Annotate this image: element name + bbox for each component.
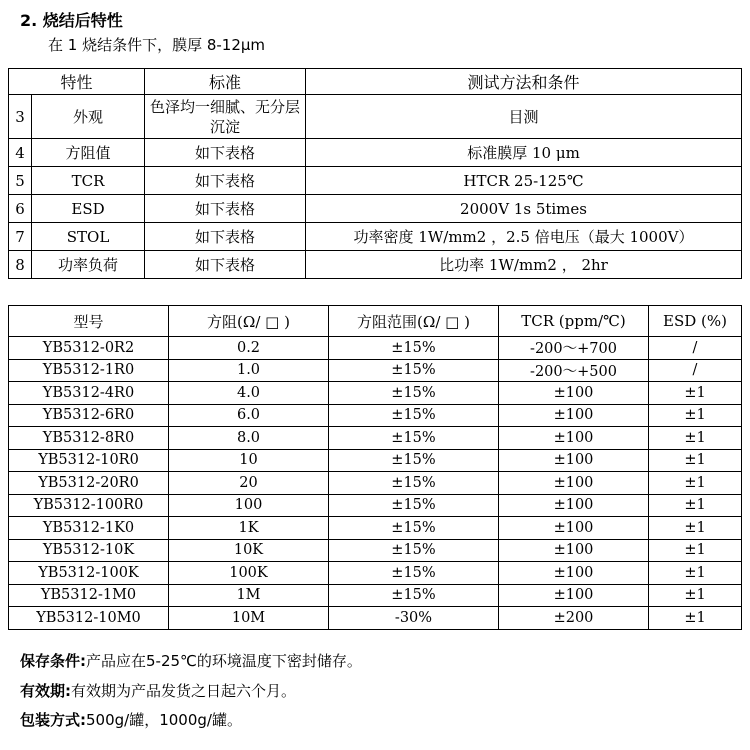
model-cell-resistance: 6.0 [169,404,329,427]
model-table-header [9,306,742,337]
model-cell-type: YB5312-100K [9,562,169,585]
model-cell-esd: ±1 [649,517,742,540]
spec-row-method: 2000V 1s 5times [306,195,742,223]
model-cell-esd: ±1 [649,539,742,562]
model-header-range: 方阻范围(Ω/ □ ) [329,306,499,337]
spec-header-item: 特性 [9,69,145,95]
model-cell-type: YB5312-1M0 [9,584,169,607]
storage-label: 保存条件: [20,652,86,670]
spec-table [8,68,742,279]
model-cell-esd: ±1 [649,562,742,585]
model-cell-resistance: 10 [169,449,329,472]
model-cell-range: ±15% [329,382,499,405]
model-cell-esd: ±1 [649,404,742,427]
section-subtitle: 在 1 烧结条件下，膜厚 8-12μm [48,36,266,54]
spec-row-item: ESD [32,195,145,223]
model-cell-tcr: ±100 [499,382,649,405]
spec-row-number: 4 [9,139,32,167]
spec-row-standard: 如下表格 [145,251,306,279]
package-text: 500g/罐，1000g/罐。 [86,711,242,729]
model-row [9,584,742,607]
model-row [9,427,742,450]
section-title: 2. 烧结后特性 [20,11,123,30]
model-cell-resistance: 1K [169,517,329,540]
model-cell-type: YB5312-4R0 [9,382,169,405]
model-cell-resistance: 8.0 [169,427,329,450]
model-row [9,359,742,382]
spec-header-standard: 标准 [145,69,306,95]
storage-note [20,650,362,671]
model-cell-type: YB5312-0R2 [9,337,169,360]
model-cell-type: YB5312-1R0 [9,359,169,382]
model-cell-resistance: 1.0 [169,359,329,382]
model-cell-tcr: ±100 [499,562,649,585]
spec-row-standard: 如下表格 [145,223,306,251]
spec-row [9,195,742,223]
spec-row-standard: 如下表格 [145,139,306,167]
model-row [9,539,742,562]
model-cell-range: ±15% [329,494,499,517]
spec-row [9,251,742,279]
spec-row-item: TCR [32,167,145,195]
model-header-type: 型号 [9,306,169,337]
model-row [9,517,742,540]
spec-row [9,223,742,251]
model-cell-esd: ±1 [649,449,742,472]
model-cell-resistance: 100 [169,494,329,517]
spec-row-method: 比功率 1W/mm2 ， 2hr [306,251,742,279]
spec-row-method: 目测 [306,95,742,139]
model-cell-resistance: 0.2 [169,337,329,360]
spec-row-standard: 如下表格 [145,195,306,223]
model-header-esd: ESD (%) [649,306,742,337]
model-cell-type: YB5312-10K [9,539,169,562]
model-cell-esd: ±1 [649,382,742,405]
spec-row-number: 5 [9,167,32,195]
model-cell-range: ±15% [329,359,499,382]
spec-row [9,139,742,167]
spec-row-number: 3 [9,95,32,139]
spec-row [9,95,742,139]
model-cell-esd: ±1 [649,494,742,517]
model-cell-tcr: ±100 [499,472,649,495]
spec-row-method: 功率密度 1W/mm2 ，2.5 倍电压（最大 1000V） [306,223,742,251]
model-cell-resistance: 100K [169,562,329,585]
model-cell-range: ±15% [329,449,499,472]
model-cell-type: YB5312-10M0 [9,607,169,630]
model-table [8,305,742,630]
storage-text: 产品应在5-25℃的环境温度下密封储存。 [86,652,362,670]
model-cell-tcr: -200～+700 [499,337,649,360]
model-cell-resistance: 10K [169,539,329,562]
spec-row-item: 外观 [32,95,145,139]
model-cell-range: ±15% [329,472,499,495]
model-cell-resistance: 20 [169,472,329,495]
model-cell-tcr: ±100 [499,517,649,540]
model-cell-esd: ±1 [649,427,742,450]
spec-row-item: 方阻值 [32,139,145,167]
spec-table-header [9,69,742,95]
model-header-tcr: TCR (ppm/℃) [499,306,649,337]
model-cell-type: YB5312-100R0 [9,494,169,517]
model-cell-tcr: -200～+500 [499,359,649,382]
model-row [9,382,742,405]
model-cell-resistance: 4.0 [169,382,329,405]
shelf-label: 有效期: [20,682,71,700]
model-cell-resistance: 1M [169,584,329,607]
model-cell-range: ±15% [329,539,499,562]
spec-row-number: 6 [9,195,32,223]
model-cell-esd: ±1 [649,584,742,607]
spec-row [9,167,742,195]
model-cell-type: YB5312-20R0 [9,472,169,495]
model-cell-tcr: ±100 [499,539,649,562]
spec-row-item: STOL [32,223,145,251]
model-cell-tcr: ±100 [499,427,649,450]
package-label: 包装方式: [20,711,86,729]
spec-header-method: 测试方法和条件 [306,69,742,95]
shelf-life-note [20,680,296,701]
spec-row-method: HTCR 25-125℃ [306,167,742,195]
model-cell-tcr: ±100 [499,584,649,607]
model-cell-tcr: ±200 [499,607,649,630]
model-cell-range: ±15% [329,562,499,585]
spec-row-item: 功率负荷 [32,251,145,279]
shelf-text: 有效期为产品发货之日起六个月。 [71,682,297,700]
model-row [9,494,742,517]
model-row [9,562,742,585]
model-header-resistance: 方阻(Ω/ □ ) [169,306,329,337]
model-cell-range: ±15% [329,517,499,540]
model-row [9,337,742,360]
model-cell-type: YB5312-6R0 [9,404,169,427]
spec-row-number: 7 [9,223,32,251]
model-cell-resistance: 10M [169,607,329,630]
model-cell-range: ±15% [329,584,499,607]
model-cell-esd: / [649,337,742,360]
model-row [9,404,742,427]
model-row [9,472,742,495]
model-row [9,607,742,630]
model-cell-esd: ±1 [649,607,742,630]
model-cell-type: YB5312-10R0 [9,449,169,472]
spec-row-number: 8 [9,251,32,279]
model-cell-type: YB5312-1K0 [9,517,169,540]
model-cell-range: ±15% [329,337,499,360]
model-cell-esd: / [649,359,742,382]
model-row [9,449,742,472]
model-cell-range: ±15% [329,404,499,427]
spec-row-standard: 色泽均一细腻、无分层沉淀 [145,95,306,139]
package-note [20,709,242,730]
spec-row-method: 标准膜厚 10 μm [306,139,742,167]
model-cell-tcr: ±100 [499,404,649,427]
model-cell-esd: ±1 [649,472,742,495]
model-cell-range: -30% [329,607,499,630]
model-cell-tcr: ±100 [499,494,649,517]
model-cell-range: ±15% [329,427,499,450]
model-cell-type: YB5312-8R0 [9,427,169,450]
model-cell-tcr: ±100 [499,449,649,472]
spec-row-standard: 如下表格 [145,167,306,195]
